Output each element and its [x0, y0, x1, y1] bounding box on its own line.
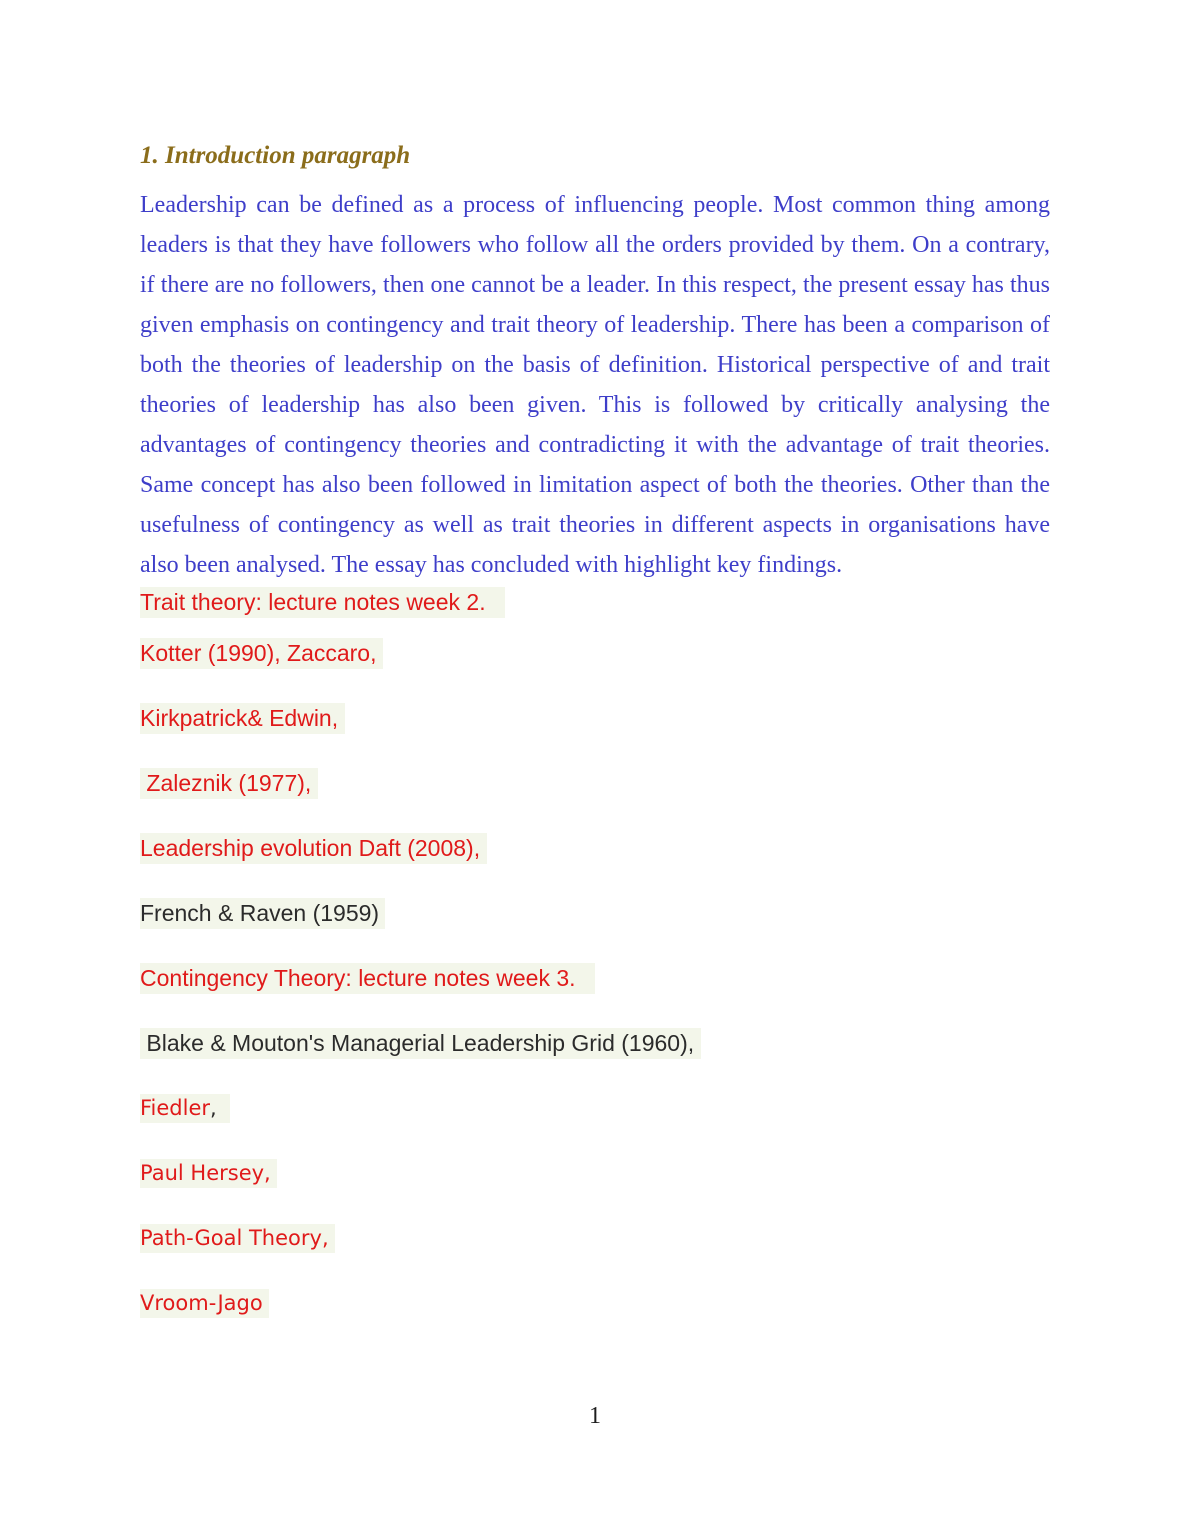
highlight-line: [140, 589, 1050, 616]
highlight-line: [140, 705, 1050, 732]
highlighted-text: Vroom-Jago: [140, 1289, 269, 1318]
highlighted-text: Path-Goal Theory,: [140, 1224, 335, 1253]
highlighted-text: French & Raven (1959): [140, 898, 385, 929]
intro-paragraph: Leadership can be defined as a process of influencing people. Most common thing among leaders is that they have followers who follow all the orders provided by them. On a contrary, if there are no followers, then one cannot be a leader. In this respect, the present essay has thus given emphasis on contingency and trait theory of leadership. There has been a comparison of both the theories of leadership on the basis of definition. Historical perspective of and trait theories of leadership has also been given. This is followed by critically analysing the advantages of contingency theories and contradicting it with the advantage of trait theories. Same concept has also been followed in limitation aspect of both the theories. Other than the usefulness of contingency as well as trait theories in different aspects in organisations have also been analysed. The essay has concluded with highlight key findings.: [140, 192, 1050, 578]
highlighted-text: Kirkpatrick& Edwin,: [140, 703, 345, 734]
document-body: [140, 141, 1050, 1355]
highlight-line: [140, 965, 1050, 992]
highlight-line: [140, 640, 1050, 667]
highlighted-text: Trait theory: lecture notes week 2.: [140, 587, 505, 618]
highlighted-text-main: Fiedler: [140, 1096, 211, 1120]
highlighted-text: Contingency Theory: lecture notes week 3.: [140, 963, 595, 994]
highlight-line: [140, 1095, 1050, 1122]
highlighted-text: Kotter (1990), Zaccaro,: [140, 638, 383, 669]
page-number: 1: [589, 1403, 601, 1429]
highlighted-text: [140, 1094, 230, 1123]
highlight-line: [140, 1160, 1050, 1187]
highlighted-text-suffix: ,: [210, 1096, 231, 1120]
highlighted-text: Zaleznik (1977),: [140, 768, 318, 799]
highlight-line: [140, 1290, 1050, 1317]
highlighted-text: Paul Hersey,: [140, 1159, 277, 1188]
highlight-line: [140, 900, 1050, 927]
highlighted-text: Blake & Mouton's Managerial Leadership Grid (1960),: [140, 1028, 701, 1059]
highlight-line: [140, 1225, 1050, 1252]
highlight-line: [140, 770, 1050, 797]
highlight-line: [140, 1030, 1050, 1057]
highlighted-text: Leadership evolution Daft (2008),: [140, 833, 487, 864]
section-heading: 1. Introduction paragraph: [140, 142, 411, 169]
highlight-line: [140, 835, 1050, 862]
